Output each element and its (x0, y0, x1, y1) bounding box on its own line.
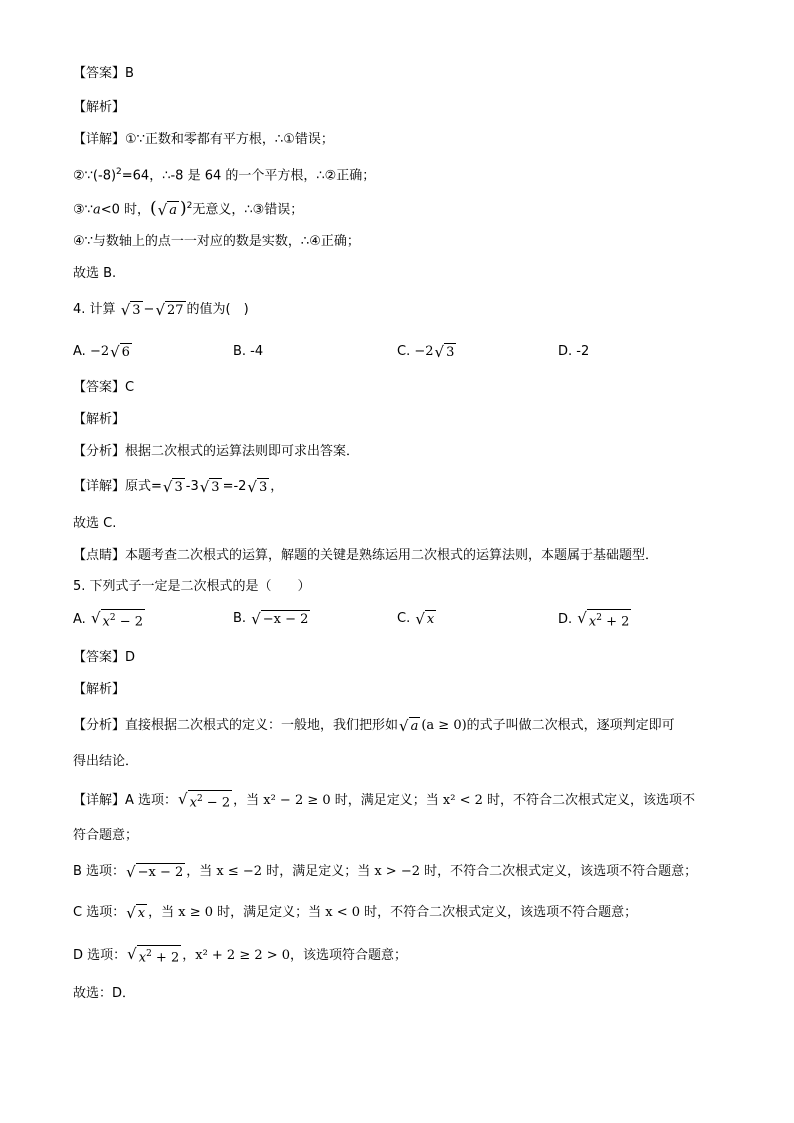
q5-option-c-label: C. (397, 611, 411, 626)
q5-detail-c-sqrt: √ x (126, 903, 146, 922)
q5-option-b-sqrt-arg: −x − 2 (262, 611, 309, 627)
q5-answer: 【答案】D (73, 650, 136, 665)
q5-detail-a-cont: 符合题意； (73, 828, 139, 843)
q5-detail-d-x: x (138, 950, 147, 966)
q5-fenxi-a: 【分析】直接根据二次根式的定义：一般地，我们把形如 (73, 718, 399, 733)
q4-comment: 【点睛】本题考查二次根式的运算，解题的关键是熟练运用二次根式的运算法则，本题属于基础题型． (73, 548, 659, 563)
q4-option-c-sqrt: √ 3 (434, 342, 455, 361)
q4-option-c (397, 342, 457, 362)
q4-fenxi: 【分析】根据二次根式的运算法则即可求出答案． (73, 444, 360, 459)
q5-option-a-sup: 2 (109, 613, 116, 623)
q5-stem: 5. 下列式子一定是二次根式的是（ ） (73, 579, 311, 594)
q4-detail-a: 【详解】原式= (73, 479, 162, 494)
q5-detail-a-sqrt: √ $x^2 - 2$ (178, 790, 231, 811)
q5-option-b-label: B. (233, 611, 247, 626)
q5-fenxi-sqrt: √ a (399, 716, 419, 735)
q5-option-d-label: D. (558, 612, 573, 628)
q3-detail-3-var: a (92, 202, 101, 218)
q3-answer: 【答案】B (73, 66, 134, 81)
q4-detail-sqrt-3: √ 3 (247, 477, 268, 496)
q4-analysis: 【解析】 (73, 412, 126, 427)
q4-option-a-sqrt: √ 6 (110, 342, 130, 361)
q3-detail-3 (73, 196, 303, 220)
q3-conclusion: 故选 B. (73, 266, 117, 281)
q5-fenxi-b: 的式子叫做二次根式，逐项判定即可 (466, 718, 675, 733)
q4-option-a-sqrt-arg: 6 (121, 344, 130, 360)
q5-option-c-sqrt: √ x (415, 609, 435, 628)
q4-stem-sqrt-1-arg: 3 (132, 302, 141, 318)
q4-detail-b: -3 (185, 479, 199, 494)
q5-option-c-sqrt-arg: x (426, 611, 435, 627)
q5-fenxi-line-2: 得出结论． (73, 754, 139, 769)
q3-detail-2-b: =64，∴-8 是 64 的一个平方根，∴②正确； (121, 168, 376, 184)
q5-detail-b-label: B 选项： (73, 864, 126, 879)
q3-detail-3-c: 无意义，∴③错误； (192, 202, 304, 218)
q5-option-c (397, 609, 437, 629)
q5-detail-d-rest: + 2 (151, 950, 180, 966)
q3-detail-1: 【详解】①∵正数和零都有平方根，∴①错误； (73, 132, 334, 147)
q4-detail-c: =-2 (222, 479, 247, 494)
q3-sqrt: √ a (157, 200, 177, 219)
q4-detail-sqrt-1: √ 3 (162, 477, 183, 496)
q5-detail-a-label: 【详解】A 选项： (73, 793, 178, 809)
q4-conclusion: 故选 C. (73, 516, 117, 531)
q5-detail-a-text: ，当 x² − 2 ≥ 0 时，满足定义；当 x² < 2 时，不符合二次根式定义，该选项不 (233, 793, 696, 809)
q5-option-d-sup: 2 (596, 613, 602, 623)
q4-option-a (73, 342, 133, 362)
q5-option-d (558, 609, 632, 630)
q4-stem-sqrt-1: √ 3 (120, 300, 141, 319)
q5-fenxi-line-1 (73, 716, 675, 736)
q5-option-d-rest: + 2 (601, 614, 630, 630)
q4-option-a-label: A. (73, 344, 86, 359)
q5-detail-b-sqrt-arg: −x − 2 (137, 864, 184, 880)
q4-option-a-pre: −2 (89, 344, 110, 359)
q5-option-a (73, 609, 146, 630)
q5-detail-c-text: ，当 x ≥ 0 时，满足定义；当 x < 0 时，不符合二次根式定义，该选项不符合题意； (148, 905, 638, 920)
q4-detail-d: ， (270, 479, 284, 494)
q3-detail-2 (73, 162, 375, 186)
q3-paren-close: ) (179, 198, 187, 219)
q5-detail-a-rest: − 2 (202, 795, 231, 811)
q5-option-a-sqrt: √ $x^2 - 2$ (90, 609, 144, 630)
q5-fenxi-cond: (a ≥ 0) (421, 718, 467, 733)
q5-option-b (233, 609, 311, 629)
q4-option-d: D. -2 (558, 344, 590, 359)
q5-conclusion: 故选：D． (73, 986, 136, 1001)
q5-detail-a-x: x (189, 795, 197, 811)
q4-detail (73, 477, 283, 497)
q3-paren-open: ( (150, 198, 157, 219)
q4-stem-sqrt-2: √ 27 (155, 300, 184, 319)
q4-stem-sqrt-2-arg: 27 (167, 302, 184, 318)
q5-detail-d-text: ，x² + 2 ≥ 2 > 0，该选项符合题意； (182, 948, 408, 964)
q4-option-c-sqrt-arg: 3 (446, 344, 455, 360)
q4-stem-minus: − (143, 302, 155, 317)
q5-detail-b-text: ，当 x ≤ −2 时，满足定义；当 x > −2 时，不符合二次根式定义，该选项不符合题意； (186, 864, 698, 879)
q5-detail-d (73, 945, 407, 966)
q5-option-d-sqrt: √ $x^2 + 2$ (577, 609, 630, 630)
q4-detail-sqrt-2: √ 3 (199, 477, 220, 496)
q5-detail-c-sqrt-arg: x (137, 905, 146, 921)
q3-detail-3-b: <0 时， (100, 202, 150, 218)
q3-analysis: 【解析】 (73, 100, 126, 115)
q5-fenxi-sqrt-arg: a (410, 718, 419, 734)
q4-stem-b: 的值为( ) (186, 302, 249, 317)
q5-option-d-x: x (588, 614, 597, 630)
q4-detail-sqrt-1-arg: 3 (174, 479, 183, 495)
q3-detail-4: ④∵与数轴上的点一一对应的数是实数，∴④正确； (73, 234, 360, 249)
q4-option-b: B. -4 (233, 344, 264, 359)
q5-option-a-x: x (102, 614, 110, 630)
q4-option-c-pre: −2 (414, 344, 434, 359)
q4-answer: 【答案】C (73, 380, 135, 395)
q5-detail-a-sup: 2 (196, 794, 203, 804)
q5-option-b-sqrt: √ −x − 2 (251, 609, 309, 628)
q3-detail-3-a: ③∵ (73, 202, 93, 218)
q5-detail-c (73, 903, 637, 923)
q3-detail-3-sup: 2 (186, 201, 193, 211)
q4-detail-sqrt-2-arg: 3 (211, 479, 220, 495)
q5-detail-d-label: D 选项： (73, 948, 127, 964)
q5-detail-b-sqrt: √ −x − 2 (126, 862, 184, 881)
q5-analysis: 【解析】 (73, 682, 126, 697)
q5-detail-b (73, 862, 697, 882)
q4-stem (73, 300, 249, 320)
q4-detail-sqrt-3-arg: 3 (258, 479, 268, 495)
q3-detail-2-sup: 2 (116, 167, 122, 177)
q5-option-a-rest: − 2 (115, 614, 144, 630)
q5-detail-d-sqrt: √ $x^2 + 2$ (127, 945, 180, 966)
q4-stem-a: 4. 计算 (73, 302, 116, 317)
q3-detail-2-a: ②∵(-8) (73, 168, 117, 184)
q5-detail-d-sup: 2 (146, 949, 152, 959)
q4-option-c-label: C. (397, 344, 411, 359)
q5-detail-c-label: C 选项： (73, 905, 126, 920)
q5-detail-a (73, 790, 695, 811)
q5-option-a-label: A. (73, 612, 86, 628)
q3-sqrt-arg: a (169, 202, 177, 218)
